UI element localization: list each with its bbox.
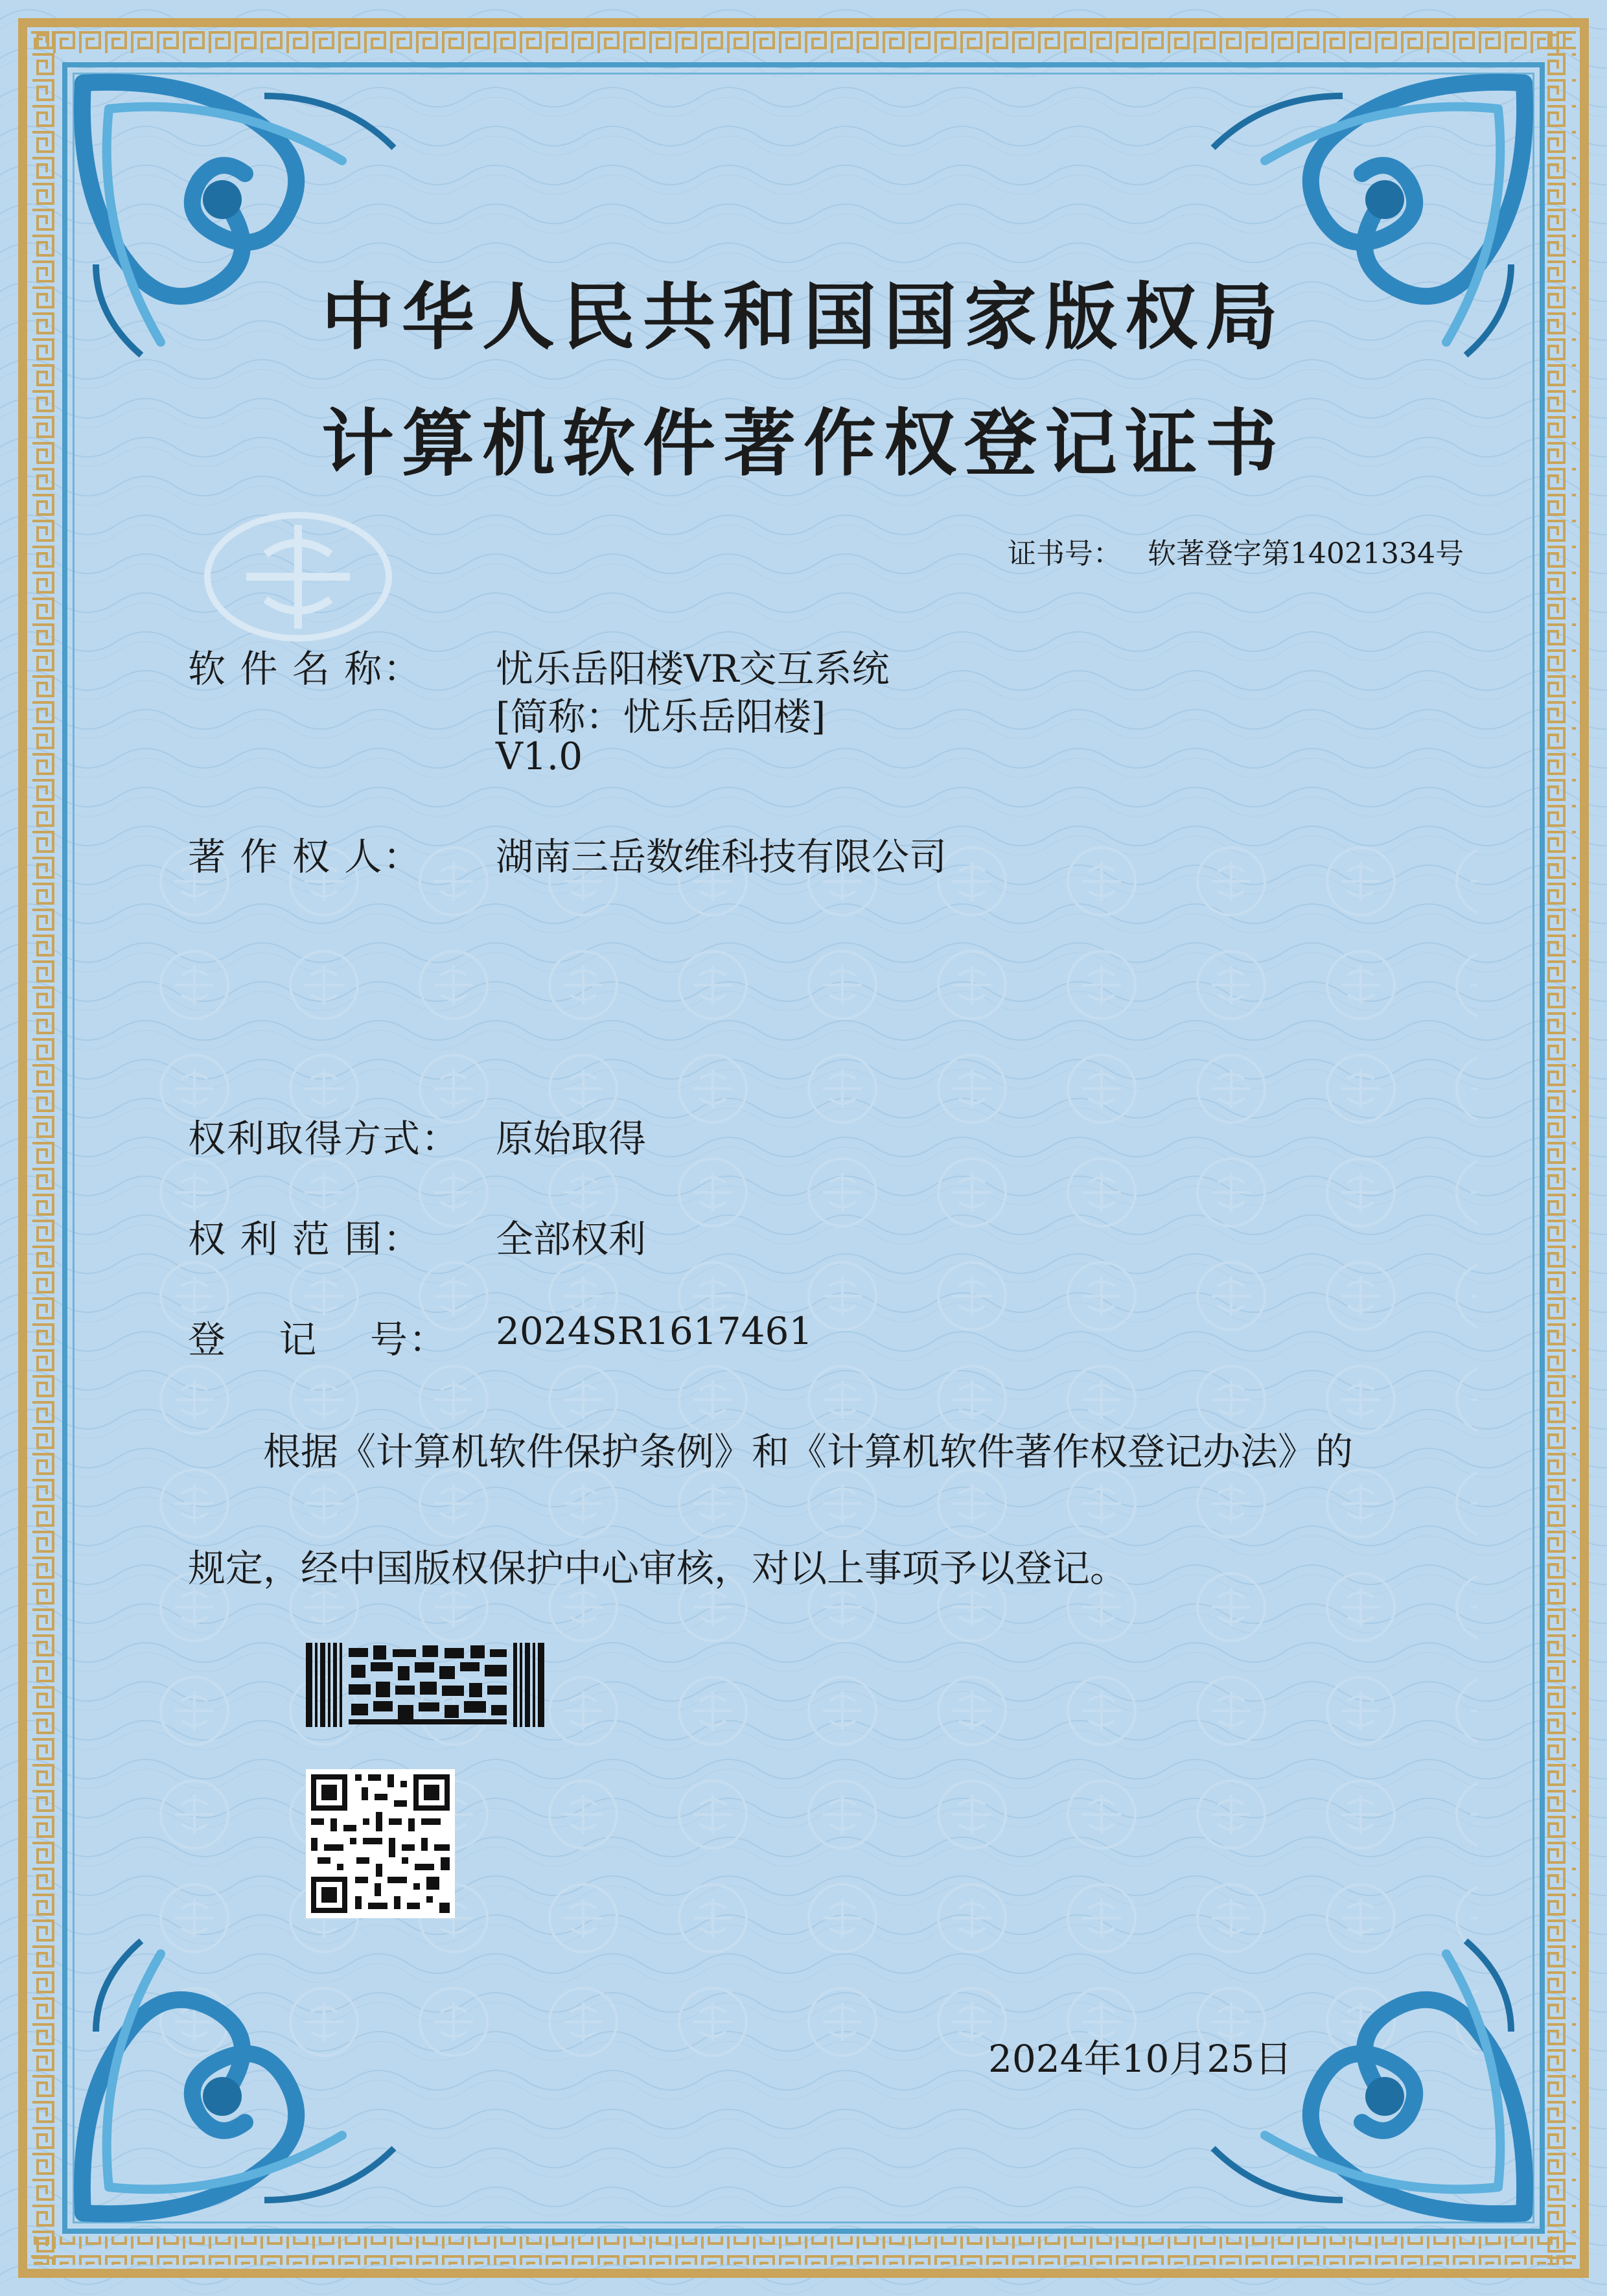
statement-line-2: 规定，经中国版权保护中心审核，对以上事项予以登记。 xyxy=(188,1546,1128,1590)
qr-code-icon xyxy=(306,1769,455,1918)
statement-line-1 xyxy=(188,1393,1451,1510)
certificate-number xyxy=(1008,530,1490,572)
acquisition-method-label: 权利取得方式： xyxy=(188,1117,461,1161)
statement-line-1-text: 根据《计算机软件保护条例》和《计算机软件著作权登记办法》的 xyxy=(263,1430,1354,1474)
certificate-number-label: 证书号： xyxy=(1008,537,1122,570)
page-title-line1: 中华人民共和国国家版权局 xyxy=(321,275,1286,360)
acquisition-method-row xyxy=(188,1108,647,1163)
statement-paragraph xyxy=(188,1393,1451,1627)
copyright-owner-row xyxy=(188,826,947,881)
page-title-line2: 计算机软件著作权登记证书 xyxy=(321,402,1286,486)
scope-of-rights-value: 全部权利 xyxy=(496,1217,647,1261)
software-name-row xyxy=(188,638,890,778)
corner-ornament-icon xyxy=(70,1928,407,2226)
certificate-number-value: 软著登字第14021334号 xyxy=(1148,537,1464,570)
copyright-owner-label: 著 作 权 人： xyxy=(188,835,422,879)
copyright-owner-value: 湖南三岳数维科技有限公司 xyxy=(496,835,947,879)
issue-date: 2024年10月25日 xyxy=(988,2037,1293,2081)
software-short-name-line: [简称：忧乐岳阳楼] xyxy=(496,695,826,739)
registration-number-row xyxy=(188,1309,813,1363)
scope-of-rights-row xyxy=(188,1209,647,1263)
acquisition-method-value: 原始取得 xyxy=(496,1117,647,1161)
software-name-label: 软 件 名 称： xyxy=(188,647,422,691)
software-name-value xyxy=(496,638,890,782)
registration-number-value: 2024SR1617461 xyxy=(496,1309,813,1353)
barcode-icon xyxy=(306,1643,547,1727)
software-name-line: 忧乐岳阳楼VR交互系统 xyxy=(496,647,890,691)
software-version-line: V1.0 xyxy=(496,734,583,778)
registration-number-label: 登 记 号： xyxy=(188,1317,448,1362)
scope-of-rights-label: 权 利 范 围： xyxy=(188,1217,422,1261)
seal-watermark-icon xyxy=(201,509,395,645)
